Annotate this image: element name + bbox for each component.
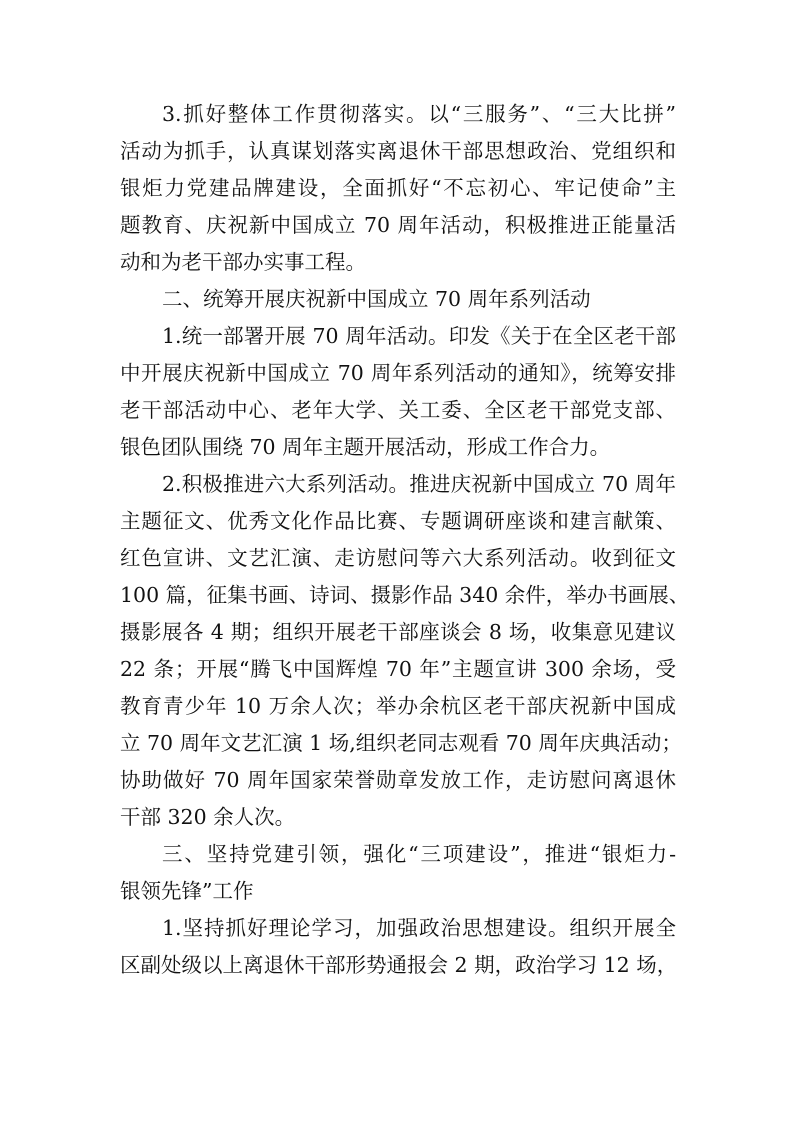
text-line: 活动为抓手，认真谋划落实离退休干部思想政治、党组织和 bbox=[120, 139, 676, 163]
text-line: 银色团队围绕 70 周年主题开展活动，形成工作合力。 bbox=[120, 435, 611, 459]
text-line: 二、统筹开展庆祝新中国成立 70 周年系列活动 bbox=[162, 287, 591, 311]
text-line: 22 条；开展“腾飞中国辉煌 70 年”主题宣讲 300 余场，受 bbox=[120, 657, 676, 681]
text-line: 1.统一部署开展 70 周年活动。印发《关于在全区老干部 bbox=[162, 324, 676, 348]
text-line: 动和为老干部办实事工程。 bbox=[120, 250, 366, 274]
section-heading bbox=[120, 836, 676, 910]
body-paragraph bbox=[120, 466, 690, 836]
section-heading bbox=[120, 281, 676, 318]
text-line: 教育青少年 10 万余人次；举办余杭区老干部庆祝新中国成 bbox=[120, 694, 676, 718]
text-line: 100 篇，征集书画、诗词、摄影作品 340 余件，举办书画展、 bbox=[120, 583, 690, 607]
text-line: 干部 320 余人次。 bbox=[120, 805, 296, 829]
text-line: 银炬力党建品牌建设，全面抓好“不忘初心、牢记使命”主 bbox=[120, 176, 676, 200]
text-line: 摄影展各 4 期；组织开展老干部座谈会 8 场，收集意见建议 bbox=[120, 620, 676, 644]
text-line: 老干部活动中心、老年大学、关工委、全区老干部党支部、 bbox=[120, 398, 676, 422]
text-line: 1.坚持抓好理论学习，加强政治思想建设。组织开展全 bbox=[162, 916, 676, 940]
text-line: 协助做好 70 周年国家荣誉勋章发放工作，走访慰问离退休 bbox=[120, 768, 676, 792]
text-line: 银领先锋”工作 bbox=[120, 879, 254, 903]
document-page bbox=[120, 96, 690, 984]
text-line: 红色宣讲、文艺汇演、走访慰问等六大系列活动。收到征文 bbox=[120, 546, 676, 570]
text-line: 2.积极推进六大系列活动。推进庆祝新中国成立 70 周年 bbox=[162, 472, 676, 496]
text-line: 三、坚持党建引领，强化“三项建设”，推进“银炬力- bbox=[162, 842, 676, 866]
text-line: 区副处级以上离退休干部形势通报会 2 期，政治学习 12 场， bbox=[120, 953, 678, 977]
text-line: 主题征文、优秀文化作品比赛、专题调研座谈和建言献策、 bbox=[120, 509, 676, 533]
body-paragraph bbox=[120, 96, 676, 281]
body-paragraph bbox=[120, 910, 676, 984]
text-line: 3.抓好整体工作贯彻落实。以“三服务”、“三大比拼” bbox=[162, 102, 676, 126]
text-line: 立 70 周年文艺汇演 1 场,组织老同志观看 70 周年庆典活动； bbox=[120, 731, 682, 755]
body-paragraph bbox=[120, 318, 676, 466]
text-line: 中开展庆祝新中国成立 70 周年系列活动的通知》，统筹安排 bbox=[120, 361, 676, 385]
text-line: 题教育、庆祝新中国成立 70 周年活动，积极推进正能量活 bbox=[120, 213, 676, 237]
